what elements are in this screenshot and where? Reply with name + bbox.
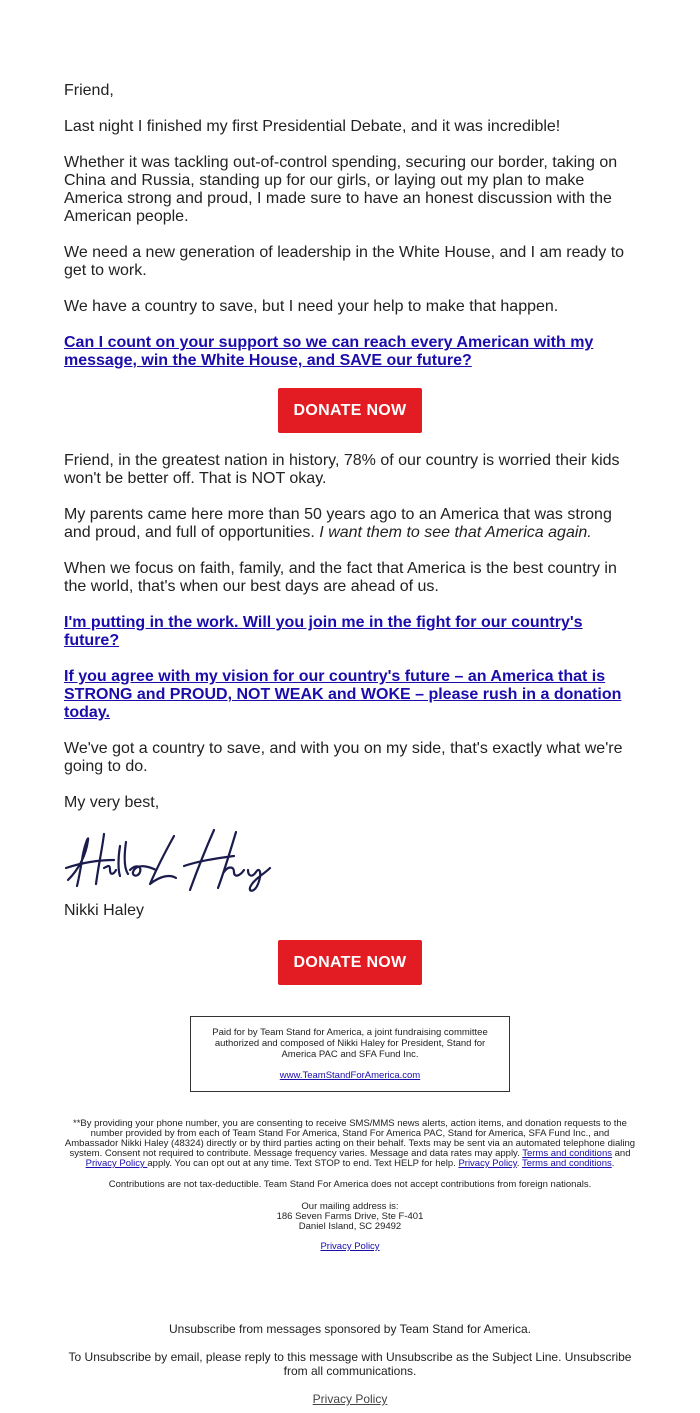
signoff: My very best,: [64, 794, 160, 811]
signature-image: [64, 826, 636, 902]
privacy-link-2[interactable]: Privacy Policy: [458, 1158, 517, 1169]
donate-button[interactable]: DONATE NOW: [278, 388, 422, 433]
donate-button-container: [64, 388, 636, 434]
signer-name: Nikki Haley: [64, 902, 145, 919]
donate-button-bottom[interactable]: DONATE NOW: [278, 940, 422, 985]
paragraph-leadership: We need a new generation of leadership in the White House, and I am ready to get to work.: [64, 244, 625, 279]
join-fight-link[interactable]: I'm putting in the work. Will you join me in the fight for our country's future?: [64, 614, 583, 649]
email-body: [64, 82, 636, 1004]
paid-for-section: [0, 1016, 700, 1092]
signature-icon: [64, 826, 274, 902]
unsubscribe-email: To Unsubscribe by email, please reply to this message with Unsubscribe as the Subject Line. Unsubscribe from all communications.: [68, 1350, 632, 1378]
disclaimer-section: [64, 1119, 636, 1252]
terms-link[interactable]: Terms and conditions: [522, 1148, 612, 1159]
footer: [64, 1322, 636, 1406]
paid-for-box: [190, 1016, 510, 1092]
paid-for-text: Paid for by Team Stand for America, a joint fundraising committee authorized and composed of Nikki Haley for President, Stand for America PAC and SFA Fund Inc.: [212, 1027, 488, 1060]
paragraph-faith: When we focus on faith, family, and the fact that America is the best country in the world, that's when our best days are ahead of us.: [64, 560, 617, 595]
paragraph-discussion: Whether it was tackling out-of-control spending, securing our border, taking on China and Russia, standing up for our girls, or laying out my plan to make America strong and proud, I made sure to have an honest discussion with the American people.: [64, 154, 618, 225]
paragraph-help: We have a country to save, but I need your help to make that happen.: [64, 298, 559, 315]
footer-privacy-link[interactable]: Privacy Policy: [312, 1392, 388, 1406]
privacy-policy-link[interactable]: Privacy Policy: [320, 1241, 380, 1252]
paragraph-debate: Last night I finished my first Presidential Debate, and it was incredible!: [64, 118, 561, 135]
donate-button-container-bottom: [64, 940, 636, 986]
address-line-2: Daniel Island, SC 29492: [298, 1221, 402, 1232]
website-link[interactable]: www.TeamStandForAmerica.com: [279, 1070, 421, 1081]
paragraph-worried: Friend, in the greatest nation in history, 78% of our country is worried their kids won't be better off. That is NOT okay.: [64, 452, 620, 487]
contributions-note: Contributions are not tax-deductible. Team Stand For America does not accept contributions from foreign nationals.: [108, 1179, 592, 1190]
paragraph-save: We've got a country to save, and with you on my side, that's exactly what we're going to do.: [64, 740, 623, 775]
privacy-link[interactable]: Privacy Policy: [85, 1158, 148, 1169]
address-line-1: 186 Seven Farms Drive, Ste F-401: [276, 1211, 424, 1222]
sms-disclaimer: **By providing your phone number, you are consenting to receive SMS/MMS news alerts, action items, and donation requests to the number provided by from each of Team Stand For America, Stand For America PAC, Stand for America, SFA Fund Inc., and Ambassador Nikki Haley (48324) directly or by third parties acting on their behalf. Texts may be sent via an automated telephone dialing system. Consent not required to contribute. Message frequency varies. Message and data rates may apply. Terms and conditions and Privacy Policy apply. You can opt out at any time. Text STOP to end. Text HELP for help. Privacy Policy. Terms and conditions.: [64, 1118, 636, 1169]
italic-text: I want them to see that America again.: [319, 524, 592, 541]
terms-link-2[interactable]: Terms and conditions: [521, 1158, 612, 1169]
donation-link[interactable]: If you agree with my vision for our country's future – an America that is STRONG and PROUD, NOT WEAK and WOKE – please rush in a donation today.: [64, 668, 622, 721]
support-link[interactable]: Can I count on your support so we can reach every American with my message, win the White House, and SAVE our future?: [64, 334, 594, 369]
greeting: Friend,: [64, 82, 114, 99]
mailing-label: Our mailing address is:: [301, 1201, 399, 1212]
paragraph-parents: My parents came here more than 50 years ago to an America that was strong and proud, and full of opportunities. I want them to see that America again.: [64, 506, 612, 541]
unsubscribe-line: Unsubscribe from messages sponsored by Team Stand for America.: [169, 1322, 531, 1336]
